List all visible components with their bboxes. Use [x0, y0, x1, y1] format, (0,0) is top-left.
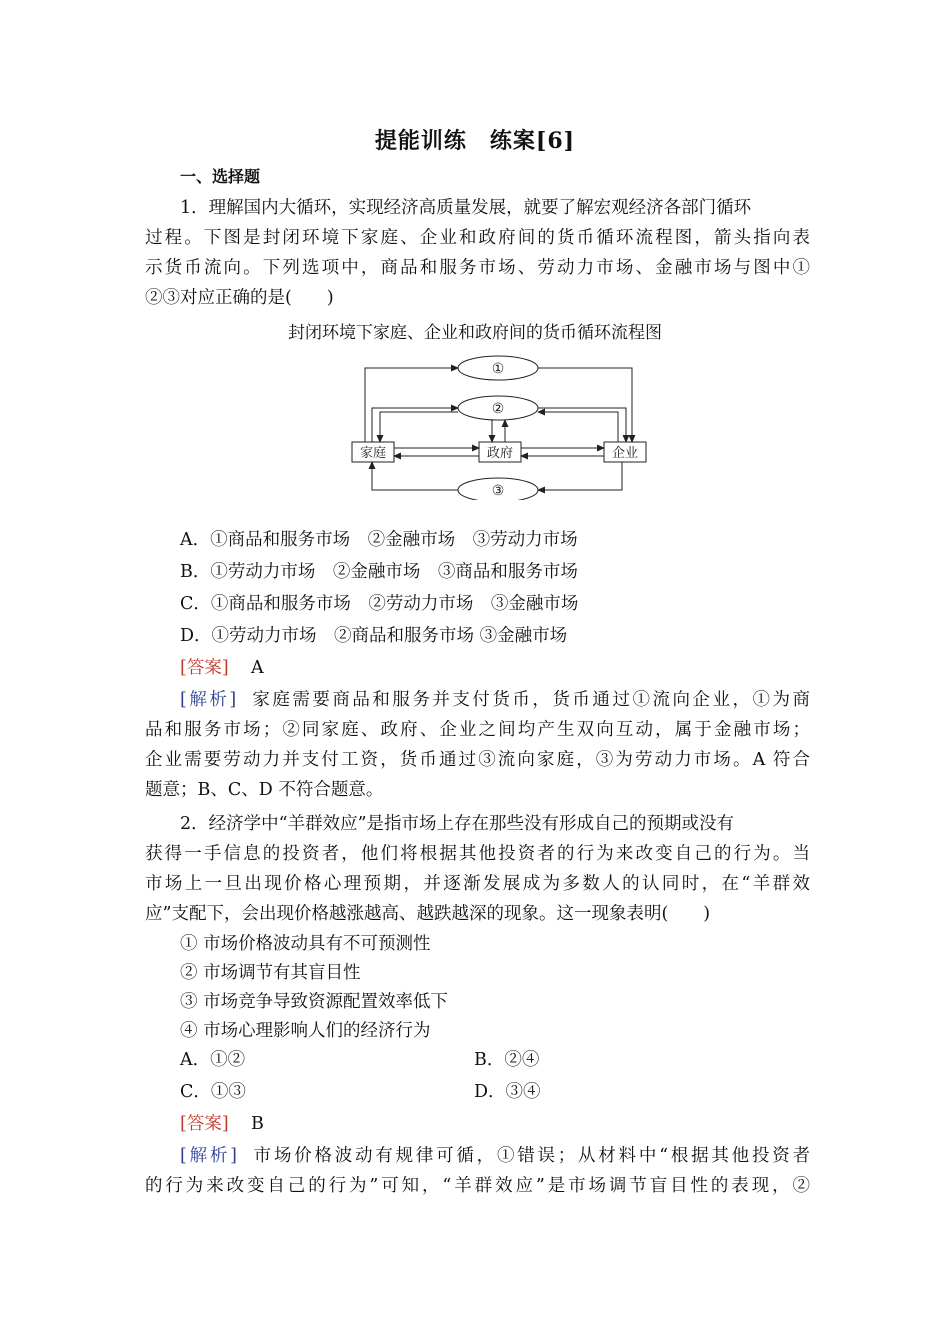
q2-analysis-line-1 — [180, 1144, 810, 1168]
q1-answer — [180, 656, 845, 680]
q1-line-4: ②③对应正确的是( ) — [145, 288, 334, 308]
node-3-label: ③ — [491, 483, 505, 499]
diagram-caption: 封闭环境下家庭、企业和政府间的货币循环流程图 — [288, 323, 662, 343]
flow-3-to-home — [372, 462, 458, 490]
q1-analysis-line-4: 题意；B、C、D 不符合题意。 — [145, 780, 384, 800]
q1-analysis-line-1 — [180, 688, 810, 712]
answer-label: [答案] — [180, 658, 229, 678]
q2-item-2: ② 市场调节有其盲目性 — [180, 963, 361, 983]
q2-option-a: A．①② — [180, 1050, 246, 1070]
q2-option-c: C．①③ — [180, 1082, 246, 1102]
answer-label: [答案] — [180, 1114, 229, 1134]
flow-2-to-home — [380, 412, 458, 442]
q2-item-1: ① 市场价格波动具有不可预测性 — [180, 934, 431, 954]
q2-options-row-1 — [180, 1048, 845, 1072]
analysis-label: [解析] — [180, 1146, 237, 1166]
node-1-label: ① — [491, 361, 505, 377]
q1-option-d: D．①劳动力市场 ②商品和服务市场 ③金融市场 — [180, 626, 568, 646]
q1-analysis-line-2: 品和服务市场；②同家庭、政府、企业之间均产生双向互动，属于金融市场； — [145, 720, 810, 740]
q2-line-3: 市场上一旦出现价格心理预期，并逐渐发展成为多数人的认同时，在“羊群效 — [145, 874, 810, 894]
gov-label: 政府 — [486, 446, 514, 461]
firm-label: 企业 — [611, 446, 639, 461]
q1-line-2: 过程。下图是封闭环境下家庭、企业和政府间的货币循环流程图，箭头指向表 — [145, 228, 810, 248]
answer-value: B — [250, 1114, 264, 1134]
home-label: 家庭 — [359, 446, 387, 461]
flow-2-to-firm — [538, 408, 626, 442]
q2-item-3: ③ 市场竞争导致资源配置效率低下 — [180, 992, 449, 1012]
q2-option-b: B．②④ — [474, 1050, 540, 1070]
answer-value: A — [250, 658, 264, 678]
section-heading: 一、选择题 — [180, 167, 261, 186]
analysis-label: [解析] — [180, 690, 237, 710]
analysis-text: 家庭需要商品和服务并支付货币，货币通过①流向企业，①为商 — [252, 690, 810, 710]
q2-option-d: D．③④ — [474, 1082, 541, 1102]
q2-item-4: ④ 市场心理影响人们的经济行为 — [180, 1021, 431, 1041]
q1-line-3: 示货币流向。下列选项中，商品和服务市场、劳动力市场、金融市场与图中① — [145, 258, 810, 278]
flow-home-to-1 — [365, 368, 458, 442]
q1-option-b: B．①劳动力市场 ②金融市场 ③商品和服务市场 — [180, 562, 578, 582]
q2-answer — [180, 1112, 845, 1136]
q2-line-1: 2．经济学中“羊群效应”是指市场上存在那些没有形成自己的预期或没有 — [180, 814, 735, 834]
flow-firm-to-2 — [538, 412, 618, 442]
q1-option-c: C．①商品和服务市场 ②劳动力市场 ③金融市场 — [180, 594, 579, 614]
q2-line-2: 获得一手信息的投资者，他们将根据其他投资者的行为来改变自己的行为。当 — [145, 844, 810, 864]
node-2-label: ② — [491, 401, 505, 417]
flow-firm-to-3 — [538, 462, 622, 490]
page-title: 提能训练 练案[6] — [374, 128, 576, 154]
q1-analysis-line-3: 企业需要劳动力并支付工资，货币通过③流向家庭，③为劳动力市场。A 符合 — [145, 750, 810, 770]
q1-option-a: A．①商品和服务市场 ②金融市场 ③劳动力市场 — [180, 530, 578, 550]
money-flow-diagram — [0, 350, 950, 500]
analysis-text: 市场价格波动有规律可循，①错误；从材料中“根据其他投资者 — [253, 1146, 810, 1166]
q2-line-4: 应”支配下，会出现价格越涨越高、越跌越深的现象。这一现象表明( ) — [145, 904, 711, 924]
q2-analysis-line-2: 的行为来改变自己的行为”可知，“羊群效应”是市场调节盲目性的表现，② — [145, 1176, 810, 1196]
q1-line-1: 1．理解国内大循环，实现经济高质量发展，就要了解宏观经济各部门循环 — [180, 198, 752, 218]
q2-options-row-2 — [180, 1080, 845, 1104]
flow-home-to-2 — [372, 408, 458, 442]
